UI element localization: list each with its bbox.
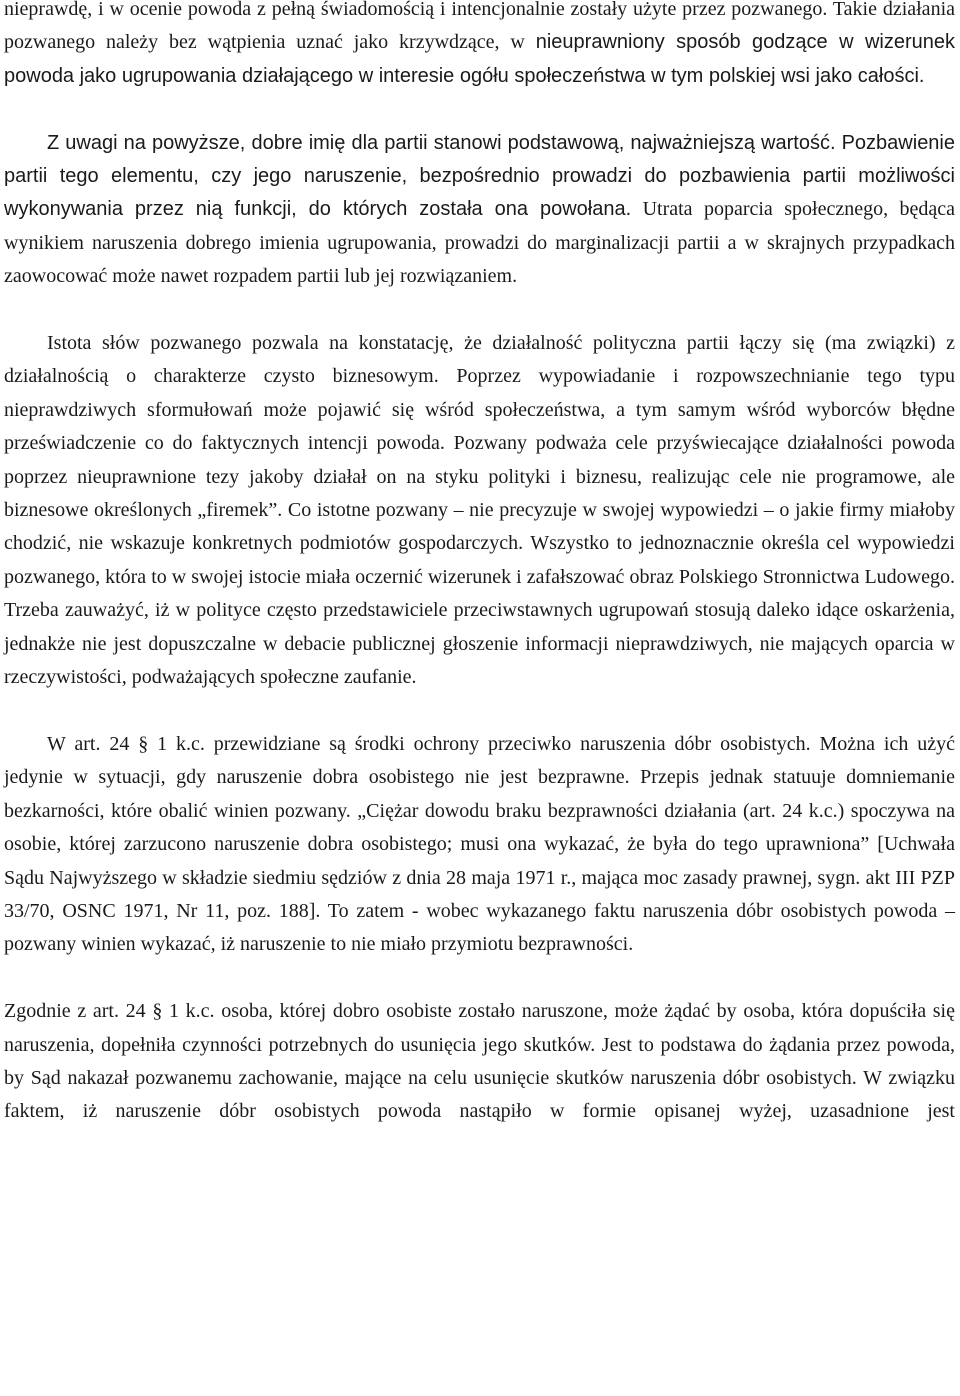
paragraph-2 — [4, 127, 955, 294]
document-page — [4, 0, 955, 1129]
paragraph-gap — [4, 962, 955, 995]
paragraph-3: Istota słów pozwanego pozwala na konstatację, że działalność polityczna partii łączy się (ma związki) z działalnością o charakterze czysto biznesowym. Poprzez wypowiadanie i rozpowszechnianie tego typu nieprawdziwych sformułowań może pojawić się wśród społeczeństwa, a tym samym wśród wyborców błędne przeświadczenie co do faktycznych intencji powoda. Pozwany podważa cele przyświecające działalności powoda poprzez nieuprawnione tezy jakoby działał on na styku polityki i biznesu, realizując cele nie programowe, ale biznesowe określonych „firemek”. Co istotne pozwany – nie precyzuje w swojej wypowiedzi – o jakie firmy miałoby chodzić, nie wskazuje konkretnych podmiotów gospodarczych. Wszystko to jednoznacznie określa cel wypowiedzi pozwanego, która to w swojej istocie miała oczernić wizerunek i zafałszować obraz Polskiego Stronnictwa Ludowego. Trzeba zauważyć, iż w polityce często przedstawiciele przeciwstawnych ugrupowań stosują daleko idące oskarżenia, jednakże nie jest dopuszczalne w debacie publicznej głoszenie informacji nieprawdziwych, nie mających oparcia w rzeczywistości, podważających społeczne zaufanie. — [4, 332, 955, 689]
paragraph-1-part-sans: nieuprawniony sposób godzące w wizerunek powoda jako ugrupowania działającego w interesie ogółu społeczeństwa w tym polskiej wsi jako całości. — [4, 31, 955, 87]
paragraph-gap — [4, 695, 955, 728]
paragraph-gap — [4, 93, 955, 126]
paragraph-1 — [4, 0, 955, 93]
paragraph-gap — [4, 294, 955, 327]
paragraph-1-part-serif: nieprawdę, i w ocenie powoda z pełną świadomością i intencjonalnie zostały użyte przez pozwanego. Takie działania pozwanego należy bez wątpienia uznać jako krzywdzące, w — [4, 0, 955, 54]
paragraph-2-part-sans: Z uwagi na powyższe, dobre imię dla partii stanowi podstawową, najważniejszą wartość. Pozbawienie partii tego elementu, czy jego naruszenie, bezpośrednio prowadzi do pozbawienia partii możliwości wykonywania przez nią funkcji, do których została ona powołana. — [4, 131, 955, 221]
paragraph-5: Zgodnie z art. 24 § 1 k.c. osoba, której dobro osobiste zostało naruszone, może żądać by osoba, która dopuściła się naruszenia, dopełniła czynności potrzebnych do usunięcia jego skutków. Jest to podstawa do żądania przez powoda, by Sąd nakazał pozwanemu zachowanie, mające na celu usunięcie skutków naruszenia dóbr osobistych. W związku faktem, iż naruszenie dóbr osobistych powoda nastąpiło w formie opisanej wyżej, uzasadnione jest — [4, 1000, 955, 1123]
paragraph-4: W art. 24 § 1 k.c. przewidziane są środki ochrony przeciwko naruszenia dóbr osobistych. Można ich użyć jedynie w sytuacji, gdy naruszenie dobra osobistego nie jest bezprawne. Przepis jednak statuuje domniemanie bezkarności, które obalić winien pozwany. „Ciężar dowodu braku bezprawności działania (art. 24 k.c.) spoczywa na osobie, której zarzucono naruszenie dobra osobistego; musi ona wykazać, że była do tego uprawniona” [Uchwała Sądu Najwyższego w składzie siedmiu sędziów z dnia 28 maja 1971 r., mająca moc zasady prawnej, sygn. akt III PZP 33/70, OSNC 1971, Nr 11, poz. 188]. To zatem - wobec wykazanego faktu naruszenia dóbr osobistych powoda – pozwany winien wykazać, iż naruszenie to nie miało przymiotu bezprawności. — [4, 732, 955, 956]
paragraph-2-part-serif: Utrata poparcia społecznego, będąca wynikiem naruszenia dobrego imienia ugrupowania, prowadzi do marginalizacji partii a w skrajnych przypadkach zaowocować może nawet rozpadem partii lub jej rozwiązaniem. — [4, 198, 955, 288]
